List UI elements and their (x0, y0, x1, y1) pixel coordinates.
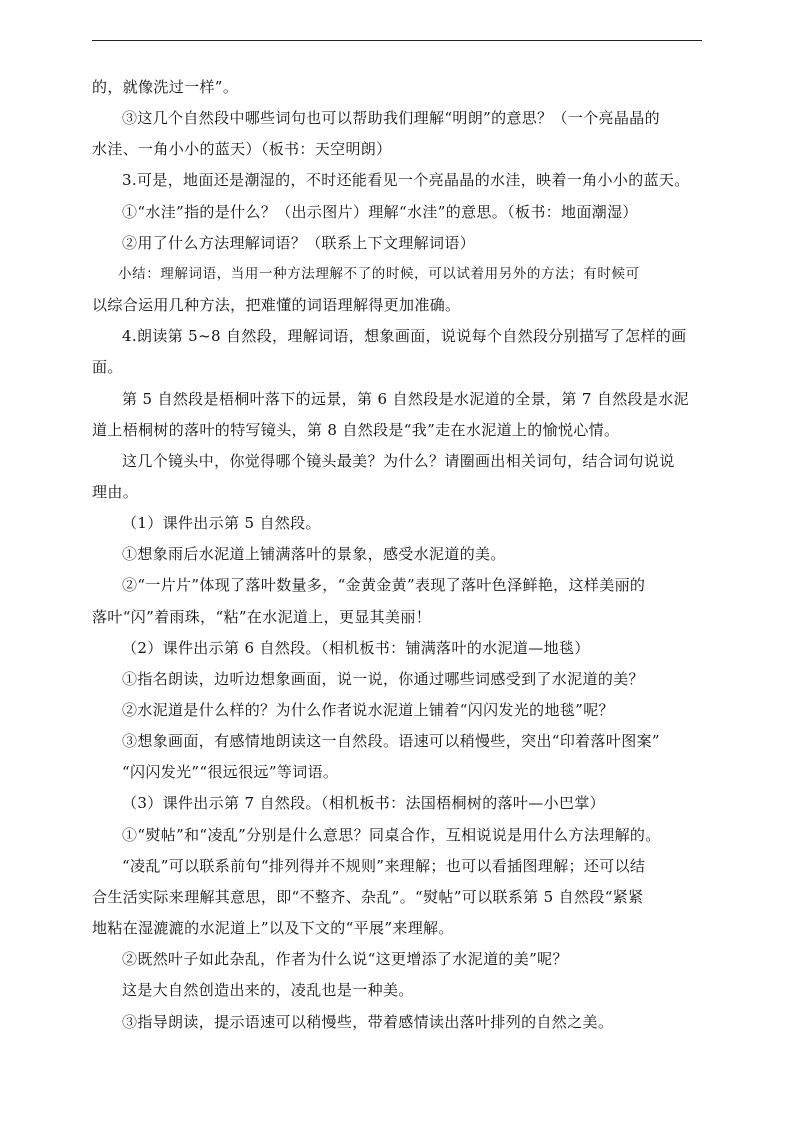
text-line: ①“水洼”指的是什么？（出示图片）理解“水洼”的意思。（板书：地面潮湿） (122, 202, 638, 221)
text-line: 道上梧桐树的落叶的特写镜头，第 8 自然段是“我”走在水泥道上的愉悦心情。 (92, 420, 620, 439)
text-line: “闪闪发光”“很远很远”等词语。 (122, 763, 339, 782)
text-line: （1）课件出示第 5 自然段。 (122, 514, 321, 533)
text-line: ③指导朗读，提示语速可以稍慢些，带着感情读出落叶排列的自然之美。 (122, 1012, 614, 1031)
text-line: 这是大自然创造出来的，凌乱也是一种美。 (122, 981, 414, 1000)
text-line: ①指名朗读，边听边想象画面，说一说，你通过哪些词感受到了水泥道的美？ (122, 669, 644, 688)
text-line: ②既然叶子如此杂乱，作者为什么说“这更增添了水泥道的美”呢？ (122, 950, 568, 969)
text-line: ②用了什么方法理解词语？（联系上下文理解词语） (122, 233, 476, 252)
text-line: ①想象雨后水泥道上铺满落叶的景象，感受水泥道的美。 (122, 545, 506, 564)
text-line: 小结：理解词语，当用一种方法理解不了的时候，可以试着用另外的方法；有时候可 (118, 265, 640, 282)
header-rule (92, 40, 702, 41)
text-line: 面。 (92, 358, 123, 377)
text-line: 4.朗读第 5~8 自然段，理解词语，想象画面，说说每个自然段分别描写了怎样的画 (122, 327, 687, 346)
text-line: ③想象画面，有感情地朗读这一自然段。语速可以稍慢些，突出“印着落叶图案” (122, 732, 660, 751)
text-line: 理由。 (92, 482, 139, 501)
text-line: 落叶“闪”着雨珠，“粘”在水泥道上，更显其美丽！ (92, 607, 432, 626)
text-line: 的，就像洗过一样”。 (92, 78, 239, 96)
text-line: ②水泥道是什么样的？为什么作者说水泥道上铺着“闪闪发光的地毯”呢？ (122, 701, 614, 719)
text-line: 水洼、一角小小的蓝天）（板书：天空明朗） (92, 140, 392, 159)
text-line: ①“熨帖”和“凌乱”分别是什么意思？同桌合作，互相说说是用什么方法理解的。 (122, 825, 661, 844)
text-line: “凌乱”可以联系前句“排列得并不规则”来理解；也可以看插图理解；还可以结 (122, 856, 646, 875)
text-line: 3.可是，地面还是潮湿的，不时还能看见一个亮晶晶的水洼，映着一角小小的蓝天。 (122, 171, 690, 190)
text-line: ②“一片片”体现了落叶数量多，“金黄金黄”表现了落叶色泽鲜艳，这样美丽的 (122, 576, 646, 595)
text-line: 这几个镜头中，你觉得哪个镜头最美？为什么？请圈画出相关词句，结合词句说说 (122, 451, 675, 470)
text-line: 第 5 自然段是梧桐叶落下的远景，第 6 自然段是水泥道的全景，第 7 自然段是水泥 (122, 389, 689, 408)
text-line: 合生活实际来理解其意思，即“不整齐、杂乱”。“熨帖”可以联系第 5 自然段“紧紧 (92, 887, 644, 906)
text-line: ③这几个自然段中哪些词句也可以帮助我们理解“明朗”的意思？（一个亮晶晶的 (122, 109, 660, 128)
text-line: （2）课件出示第 6 自然段。（相机板书：铺满落叶的水泥道—地毯） (122, 638, 590, 657)
text-line: 地粘在湿漉漉的水泥道上”以及下文的“平展”来理解。 (92, 919, 454, 938)
text-line: 以综合运用几种方法，把难懂的词语理解得更加准确。 (92, 296, 461, 315)
text-line: （3）课件出示第 7 自然段。（相机板书：法国梧桐树的落叶—小巴掌） (122, 794, 606, 813)
